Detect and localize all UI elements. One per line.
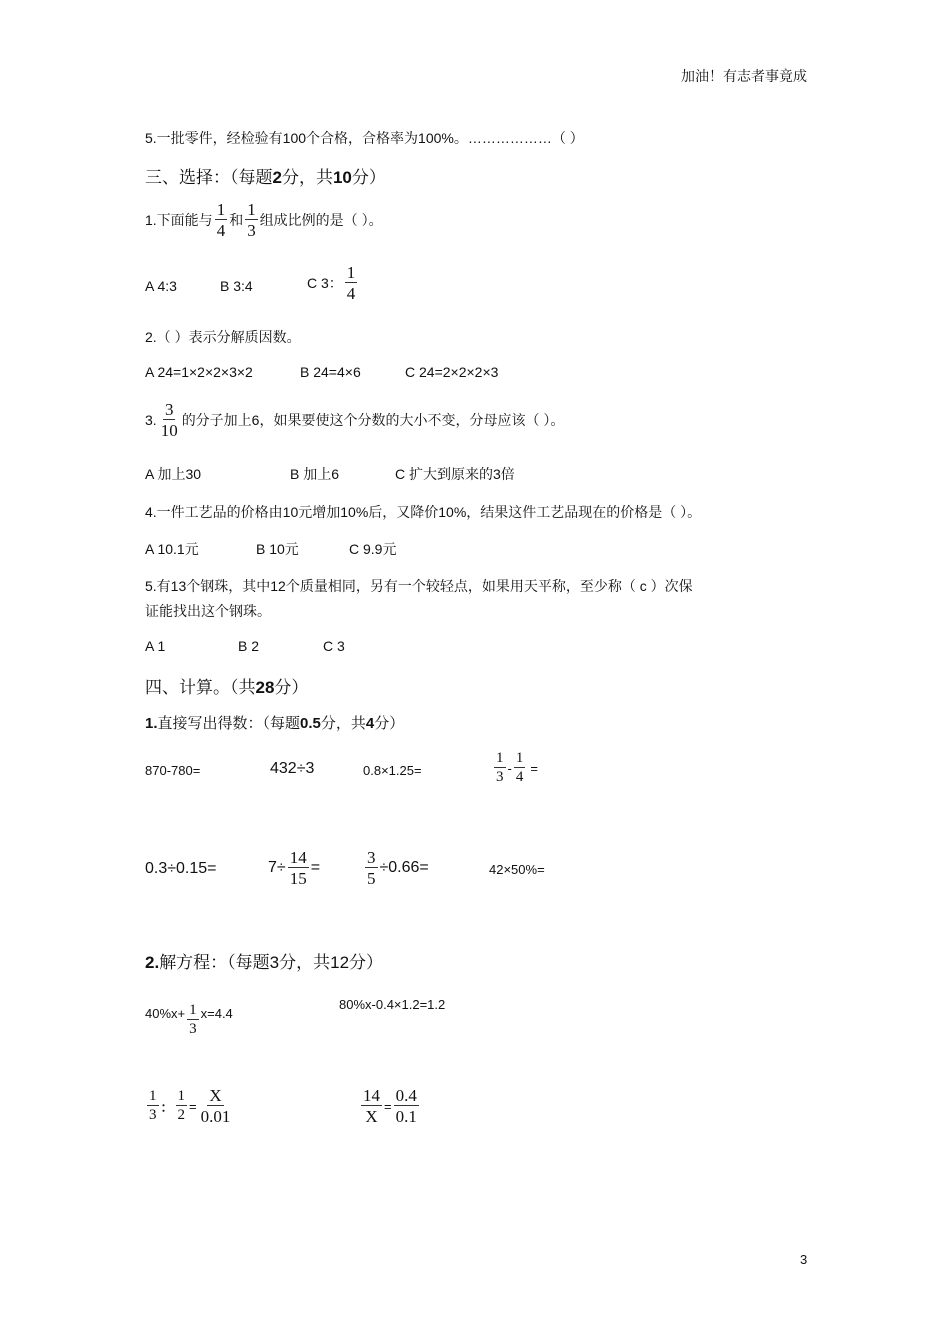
calc-1-expr-4-fraction-b <box>514 751 526 785</box>
calc-1-points-total: 4 <box>365 715 375 732</box>
eq4-fraction-b <box>394 1087 419 1125</box>
q1-option-c-label: C 3： <box>307 275 343 291</box>
calc-1-expr-2: 432÷3 <box>270 760 315 777</box>
eq3-equals: = <box>189 1098 197 1114</box>
calc-1-label: 直接写出得数：（每题 <box>157 715 301 732</box>
eq3-colon: ： <box>160 1099 174 1115</box>
q4-option-c: C 9.9元 <box>349 541 397 557</box>
q5-option-c: C 3 <box>323 638 345 654</box>
eq3c-denominator: 0.01 <box>200 1107 231 1126</box>
q5-option-a: A 1 <box>145 638 166 654</box>
q1-fraction-1 <box>215 201 228 239</box>
eq3-fraction-b <box>176 1089 188 1123</box>
eq3-fraction-a <box>147 1089 159 1123</box>
q1-fraction-2 <box>245 201 258 239</box>
question-4: 4.一件工艺品的价格由10元增加10%后，又降价10%，结果这件工艺品现在的价格是（ ）。 <box>145 504 702 520</box>
q1-f1-denominator: 4 <box>216 221 226 240</box>
q1-option-c-denominator: 4 <box>346 284 356 303</box>
calc-2-equation-1 <box>145 989 233 1037</box>
eq3b-denominator: 2 <box>177 1107 186 1123</box>
q3-denominator: 10 <box>160 421 178 440</box>
page-number: 3 <box>800 1252 808 1267</box>
q3-option-c: C 扩大到原来的3倍 <box>395 466 515 482</box>
section-4-suffix: 分） <box>274 678 309 697</box>
q2-option-a: A 24=1×2×2×3×2 <box>145 364 253 380</box>
section-3-heading <box>145 163 386 188</box>
section-4-heading <box>145 673 308 698</box>
eq3-fraction-c <box>199 1087 233 1125</box>
q3-suffix: 的分子加上6，如果要使这个分数的大小不变，分母应该（ ）。 <box>181 412 565 428</box>
calc-2-equation-4 <box>359 1087 421 1125</box>
q1-option-c-numerator: 1 <box>346 263 356 282</box>
calc-1-expr-6-fraction <box>288 849 309 887</box>
question-5-line-1: 5.有13个钢珠，其中12个质量相同，另有一个较轻点，如果用天平称，至少称（ c ）次保 <box>145 578 693 594</box>
q1-and: 和 <box>229 212 244 228</box>
calc-1-expr-4 <box>492 751 538 785</box>
eq4a-numerator: 14 <box>363 1086 380 1105</box>
q1-option-a: A 4:3 <box>145 278 177 294</box>
q1-option-c-fraction <box>345 264 358 302</box>
calc-1-points-each: 0.5 <box>300 715 321 732</box>
question-1 <box>145 201 383 239</box>
q1-f2-denominator: 3 <box>247 221 256 240</box>
q3-fraction <box>159 401 180 439</box>
e4a-denominator: 3 <box>496 769 504 785</box>
section-3-points-total: 10 <box>332 168 352 187</box>
calc-1-expr-5: 0.3÷0.15= <box>145 860 217 877</box>
eq3a-denominator: 3 <box>149 1107 157 1123</box>
eq3c-numerator: X <box>209 1086 222 1105</box>
q3-option-b: B 加上6 <box>290 466 340 482</box>
calc-1-expr-1: 870-780= <box>145 763 201 778</box>
q1-f1-numerator: 1 <box>216 200 226 219</box>
e6-numerator: 14 <box>289 848 307 867</box>
calc-1-number: 1. <box>145 715 158 732</box>
q1-option-b: B 3:4 <box>220 278 253 294</box>
calc-1-expr-6-equals: = <box>310 859 321 876</box>
section-3-suffix: 分） <box>351 168 386 187</box>
e7-numerator: 3 <box>367 848 376 867</box>
q5-option-b: B 2 <box>238 638 260 654</box>
eq4b-denominator: 0.1 <box>395 1107 417 1126</box>
eq1-denominator: 3 <box>189 1021 197 1037</box>
eq1-numerator: 1 <box>189 1002 197 1018</box>
section-3-mid: 分，共 <box>281 168 333 187</box>
q2-option-c: C 24=2×2×2×3 <box>405 364 499 380</box>
calc-1-expr-7-suffix: ÷0.66= <box>379 859 429 876</box>
judge-item-5: 5.一批零件，经检验有100个合格，合格率为100%。………………（ ） <box>145 130 584 146</box>
e4b-numerator: 1 <box>515 750 524 766</box>
q1-f2-numerator: 1 <box>247 200 256 219</box>
calc-2-title <box>145 948 383 973</box>
q2-option-b: B 24=4×6 <box>300 364 361 380</box>
section-3-points-each: 2 <box>272 168 282 187</box>
q3-prefix: 3. <box>145 412 157 428</box>
section-3-prefix: 三、选择：（每题 <box>145 168 273 187</box>
question-3 <box>145 401 564 439</box>
q1-option-c <box>307 264 359 302</box>
question-2: 2.（ ）表示分解质因数。 <box>145 329 301 345</box>
calc-1-expr-4-equals: = <box>530 760 538 776</box>
e4b-denominator: 4 <box>515 769 524 785</box>
calc-1-expr-4-operator: - <box>507 760 512 776</box>
eq1-prefix: 40%x+ <box>145 1005 186 1021</box>
calc-2-number: 2. <box>145 953 160 972</box>
calc-1-title <box>145 712 404 733</box>
q4-option-a: A 10.1元 <box>145 541 199 557</box>
q1-suffix: 组成比例的是（ ）。 <box>259 212 383 228</box>
calc-2-equation-3 <box>145 1087 234 1125</box>
question-5-line-2: 证能找出这个钢珠。 <box>145 603 271 619</box>
calc-2-label: 解方程：（每题3分，共12分） <box>159 953 384 972</box>
calc-1-expr-3: 0.8×1.25= <box>363 763 422 778</box>
q4-option-b: B 10元 <box>256 541 299 557</box>
e6-denominator: 15 <box>289 869 307 888</box>
header-motto: 加油！有志者事竟成 <box>681 70 807 85</box>
section-4-points: 28 <box>255 678 275 697</box>
calc-2-equation-2: 80%x-0.4×1.2=1.2 <box>339 997 446 1012</box>
calc-1-expr-7 <box>363 849 429 887</box>
eq1-fraction <box>187 1003 199 1037</box>
calc-1-expr-8: 42×50%= <box>489 862 545 877</box>
calc-1-expr-6-prefix: 7÷ <box>268 859 286 876</box>
eq3a-numerator: 1 <box>149 1088 157 1104</box>
eq4-equals: = <box>384 1098 392 1114</box>
calc-1-expr-4-fraction-a <box>494 751 506 785</box>
calc-1-mid: 分，共 <box>320 715 366 732</box>
calc-1-suffix: 分） <box>374 715 405 732</box>
eq3b-numerator: 1 <box>177 1088 186 1104</box>
q3-option-a: A 加上30 <box>145 466 202 482</box>
eq4b-numerator: 0.4 <box>395 1086 417 1105</box>
calc-1-expr-7-fraction <box>365 849 378 887</box>
eq4-fraction-a <box>361 1087 382 1125</box>
e4a-numerator: 1 <box>496 750 504 766</box>
section-4-prefix: 四、计算。（共 <box>145 678 256 697</box>
q1-prefix: 1.下面能与 <box>145 212 213 228</box>
e7-denominator: 5 <box>367 869 376 888</box>
calc-1-expr-6 <box>268 849 320 887</box>
eq4a-denominator: X <box>365 1107 378 1126</box>
eq1-suffix: x=4.4 <box>200 1005 233 1021</box>
q3-numerator: 3 <box>164 400 174 419</box>
